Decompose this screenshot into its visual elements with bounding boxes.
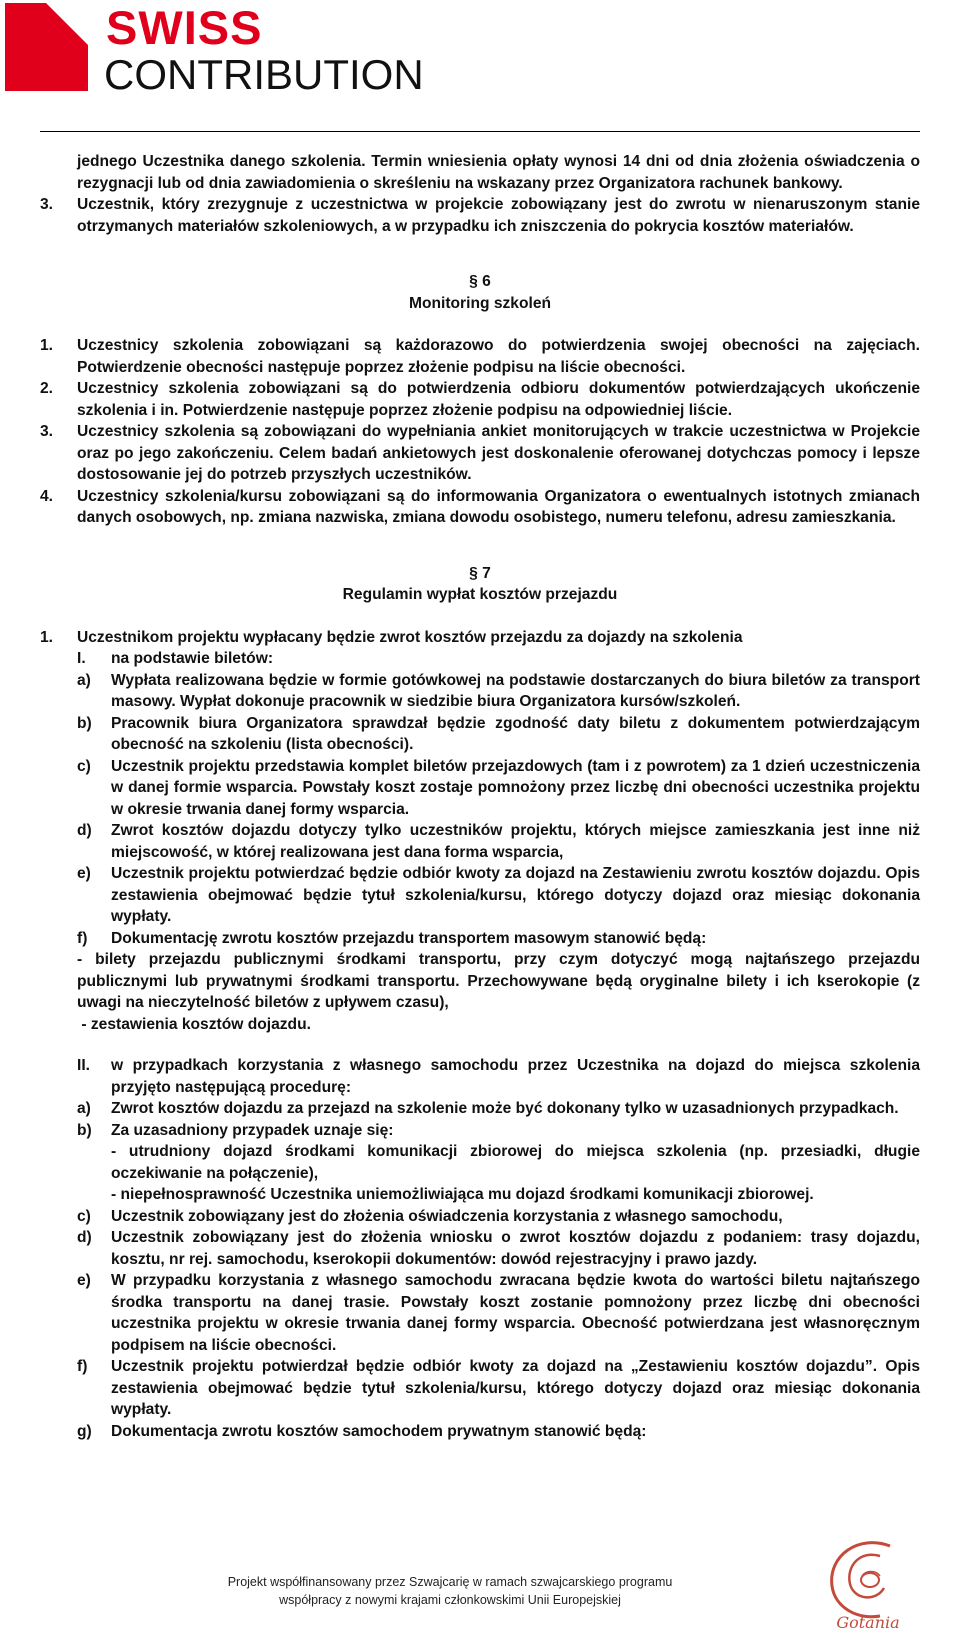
roman-number: I. bbox=[77, 650, 86, 667]
list-item bbox=[40, 194, 920, 237]
document-body bbox=[40, 151, 920, 1442]
item-number: 1. bbox=[40, 337, 54, 354]
list-item bbox=[40, 335, 920, 378]
footer-line: współpracy z nowymi krajami członkowskimi Unii Europejskiej bbox=[279, 1593, 621, 1607]
sub-item bbox=[40, 1421, 920, 1443]
list-item bbox=[40, 378, 920, 421]
header-divider bbox=[40, 131, 920, 132]
item-text: Uczestnicy szkolenia są zobowiązani do wypełniania ankiet monitorujących w trakcie uczestnictwa w Projekcie oraz po jego zakończeniu. Celem badań ankietowych jest doskonalenie oferowanej dotychczas pomocy i lepsze dostosowanie jej do potrzeb przyszłych uczestników. bbox=[77, 423, 920, 483]
justification-line: - utrudniony dojazd środkami komunikacji zbiorowej do miejsca szkolenia (np. przesiadki, długie oczekiwanie na połączenie), bbox=[111, 1143, 920, 1182]
list-item bbox=[40, 421, 920, 486]
item-text: Uczestnik, który zrezygnuje z uczestnictwa w projekcie zobowiązany jest do zwrotu w nienaruszonym stanie otrzymanych materiałów szkoleniowych, a w przypadku ich zniszczenia do pokrycia kosztów materiałów. bbox=[77, 196, 920, 235]
sub-item-letter: d) bbox=[77, 1229, 92, 1246]
sub-item-text: Zwrot kosztów dojazdu za przejazd na szkolenie może być dokonany tylko w uzasadnionych przypadkach. bbox=[111, 1100, 899, 1117]
swiss-contribution-logo-mark bbox=[5, 3, 88, 91]
sub-item-letter: d) bbox=[77, 822, 92, 839]
roman-heading bbox=[40, 1055, 920, 1098]
roman-heading-text: na podstawie biletów: bbox=[111, 650, 274, 667]
item-text: Uczestnicy szkolenia zobowiązani są każdorazowo do potwierdzenia swojej obecności na zajęciach. Potwierdzenie obecności następuje poprzez złożenie podpisu na liście obecności. bbox=[77, 337, 920, 376]
sub-item bbox=[40, 1206, 920, 1228]
sub-item-letter: e) bbox=[77, 865, 91, 882]
sub-item-text: Za uzasadniony przypadek uznaje się: bbox=[111, 1121, 394, 1139]
roman-heading bbox=[40, 648, 920, 670]
sub-item bbox=[40, 863, 920, 928]
sub-item-text: Uczestnik projektu potwierdzać będzie odbiór kwoty za dojazd na Zestawieniu zwrotu kosztów dojazdu. Opis zestawienia obejmować będzie tytuł szkolenia/kursu, którego dotyczy dojazd oraz miesiąc dokonania wypłaty. bbox=[111, 865, 920, 925]
sub-item-text: Zwrot kosztów dojazdu dotyczy tylko uczestników projektu, których miejsce zamieszkania jest inne niż miejscowość, w której realizowana jest dana forma wsparcia, bbox=[111, 822, 920, 861]
sub-item-text: Wypłata realizowana będzie w formie gotówkowej na podstawie dostarczanych do biura biletów za transport masowy. Wypłat dokonuje pracownik w siedzibie biura Organizatora kursów/szkoleń. bbox=[111, 671, 920, 710]
sub-item-text: Uczestnik projektu przedstawia komplet biletów przejazdowych (tam i z powrotem) za 1 dzień uczestniczenia w danej formie wsparcia. Powstały koszt zostaje pomnożony przez liczbę dni obecności uczestnika projektu w okresie trwania danej formy wsparcia. bbox=[111, 757, 920, 818]
sub-item bbox=[40, 928, 920, 950]
sub-item bbox=[40, 1270, 920, 1356]
sub-item-letter: c) bbox=[77, 757, 91, 775]
documentation-line: - zestawienia kosztów dojazdu. bbox=[77, 1015, 311, 1033]
sub-item-letter: f) bbox=[77, 929, 88, 947]
sub-item bbox=[40, 670, 920, 713]
sub-item bbox=[40, 1227, 920, 1270]
continued-paragraph: jednego Uczestnika danego szkolenia. Termin wniesienia opłaty wynosi 14 dni od dnia złożenia oświadczenia o rezygnacji lub od dnia zawiadomienia o skreśleniu na wskazany przez Organizatora rachunek bankowy. bbox=[77, 153, 920, 192]
page-footer bbox=[170, 1573, 730, 1609]
sub-item-text: Uczestnik zobowiązany jest do złożenia wniosku o zwrot kosztów dojazdu z podaniem: trasy dojazdu, kosztu, nr rej. samochodu, kserokopii dokumentów: dowód rejestracyjny i prawo jazdy. bbox=[111, 1229, 920, 1268]
justification-line: - niepełnosprawność Uczestnika uniemożliwiająca mu dojazd środkami komunikacji zbiorowej. bbox=[111, 1186, 814, 1203]
sub-item-text: Pracownik biura Organizatora sprawdzał będzie zgodność daty biletu z dokumentem potwierdzającym obecność na szkoleniu (lista obecności). bbox=[111, 714, 920, 753]
sub-item bbox=[40, 820, 920, 863]
sub-item-letter: f) bbox=[77, 1358, 88, 1375]
item-number: 1. bbox=[40, 628, 54, 646]
sub-item bbox=[40, 1356, 920, 1421]
sub-item bbox=[40, 1098, 920, 1120]
sub-item bbox=[40, 713, 920, 756]
sub-item-letter: c) bbox=[77, 1207, 91, 1225]
roman-number: II. bbox=[77, 1057, 90, 1074]
sub-item-text: Dokumentacja zwrotu kosztów samochodem prywatnym stanowić będą: bbox=[111, 1422, 647, 1440]
gotania-stamp-logo bbox=[818, 1536, 918, 1631]
section-number: § 7 bbox=[469, 564, 491, 582]
page-header bbox=[0, 0, 960, 110]
sub-item-text: Uczestnik zobowiązany jest do złożenia oświadczenia korzystania z własnego samochodu, bbox=[111, 1207, 783, 1225]
logo-swiss-text: SWISS bbox=[106, 1, 263, 54]
footer-line: Projekt współfinansowany przez Szwajcarię w ramach szwajcarskiego programu bbox=[227, 1575, 673, 1589]
sub-item-letter: a) bbox=[77, 1100, 91, 1117]
gotania-stamp-text: Gotania bbox=[836, 1613, 900, 1631]
sub-item-letter: b) bbox=[77, 714, 92, 732]
sub-item bbox=[40, 756, 920, 821]
item-number: 3. bbox=[40, 196, 54, 213]
sub-item-letter: a) bbox=[77, 671, 91, 689]
sub-item-letter: g) bbox=[77, 1422, 92, 1440]
item-text: Uczestnikom projektu wypłacany będzie zwrot kosztów przejazdu za dojazdy na szkolenia bbox=[77, 628, 743, 646]
item-number: 3. bbox=[40, 423, 54, 440]
section-title: Monitoring szkoleń bbox=[408, 294, 552, 312]
list-item bbox=[40, 486, 920, 529]
list-item bbox=[40, 627, 920, 649]
item-number: 4. bbox=[40, 487, 54, 505]
section-number: § 6 bbox=[469, 273, 491, 290]
item-text: Uczestnicy szkolenia/kursu zobowiązani są do informowania Organizatora o ewentualnych istotnych zmianach danych osobowych, np. zmiana nazwiska, zmiana dowodu osobistego, numeru telefonu, adresu zamieszkania. bbox=[77, 487, 920, 526]
sub-item-text: W przypadku korzystania z własnego samochodu zwracana będzie kwota do wartości biletu najtańszego środka transportu na danej trasie. Powstały koszt zostanie pomnożony przez liczbę dni obecności uczestnika projektu w okresie trwania danej formy wsparcia. Obecność potwierdzana jest własnoręcznym podpisem na liście obecności. bbox=[111, 1272, 920, 1354]
sub-item-text: Uczestnik projektu potwierdzał będzie odbiór kwoty za dojazd na „Zestawieniu kosztów dojazdu”. Opis zestawienia obejmować będzie tytuł szkolenia/kursu, którego dotyczy dojazd oraz miesiąc dokonania wypłaty. bbox=[111, 1358, 920, 1418]
sub-item-letter: b) bbox=[77, 1121, 92, 1139]
logo-contribution-text: CONTRIBUTION bbox=[104, 51, 424, 98]
sub-item-text: Dokumentację zwrotu kosztów przejazdu transportem masowym stanowić będą: bbox=[111, 929, 707, 947]
section-title: Regulamin wypłat kosztów przejazdu bbox=[342, 586, 618, 603]
item-number: 2. bbox=[40, 380, 54, 397]
documentation-line: - bilety przejazdu publicznymi środkami transportu, przy czym dotyczyć mogą najtańszego przejazdu publicznymi lub prywatnymi środkami transportu. Przechowywane będą oryginalne bilety i ich kserokopie (z uwagi na nieczytelność biletów z upływem czasu), bbox=[77, 951, 920, 1011]
roman-heading-text: w przypadkach korzystania z własnego samochodu przez Uczestnika na dojazd do miejsca szkolenia przyjęto następującą procedurę: bbox=[111, 1057, 920, 1096]
item-text: Uczestnicy szkolenia zobowiązani są do potwierdzenia odbioru dokumentów potwierdzających ukończenie szkolenia i in. Potwierdzenie następuje poprzez złożenie podpisu na odpowiedniej liście. bbox=[77, 380, 920, 419]
sub-item-letter: e) bbox=[77, 1272, 91, 1289]
sub-item bbox=[40, 1120, 920, 1142]
